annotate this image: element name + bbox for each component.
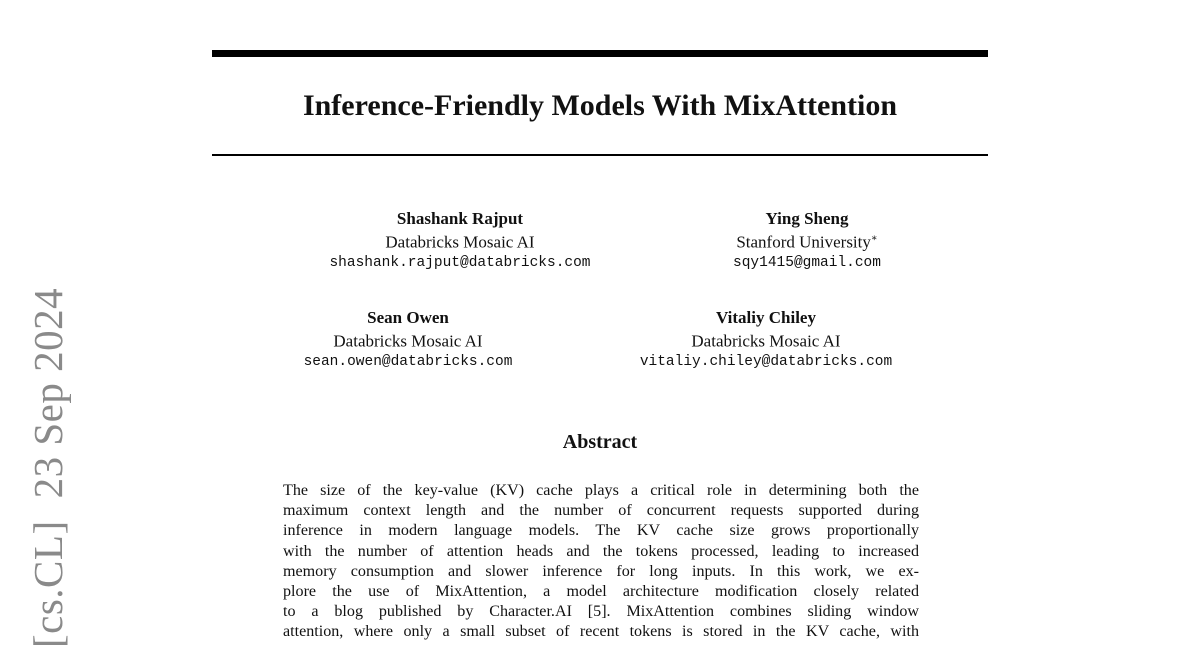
arxiv-identifier-stamp xyxy=(25,287,71,648)
author-block xyxy=(278,308,538,372)
paper-title: Inference-Friendly Models With MixAttention xyxy=(302,89,898,122)
author-email: sqy1415@gmail.com xyxy=(733,254,881,271)
author-affiliation: Databricks Mosaic AI xyxy=(691,331,841,351)
author-name: Shashank Rajput xyxy=(396,209,524,228)
author-affiliation: Databricks Mosaic AI xyxy=(333,331,483,351)
abstract-line: The size of the key-value (KV) cache plays a critical role in determining both the xyxy=(283,482,919,499)
author-email: sean.owen@databricks.com xyxy=(303,353,513,370)
abstract-line: memory consumption and slower inference for long inputs. In this work, we ex- xyxy=(283,562,919,580)
author-block xyxy=(687,209,927,273)
author-block xyxy=(300,209,620,273)
abstract-line: attention, where only a small subset of recent tokens is stored in the KV cache, with xyxy=(283,623,919,641)
abstract-line: maximum context length and the number of concurrent requests supported during xyxy=(283,502,919,520)
author-block xyxy=(606,308,926,372)
abstract-heading: Abstract xyxy=(562,431,638,453)
author-affiliation: Databricks Mosaic AI xyxy=(385,232,535,252)
abstract-line: plore the use of MixAttention, a model architecture modification closely related xyxy=(283,583,919,601)
abstract-line: with the number of attention heads and the tokens processed, leading to increased xyxy=(283,542,919,560)
author-email: shashank.rajput@databricks.com xyxy=(329,254,591,271)
title-bottom-rule xyxy=(212,154,988,156)
author-name: Ying Sheng xyxy=(765,209,849,228)
author-name: Vitaliy Chiley xyxy=(716,308,816,327)
abstract-line: to a blog published by Character.AI [5]. MixAttention combines sliding window xyxy=(283,603,919,621)
title-top-rule xyxy=(212,50,988,57)
author-affiliation: Stanford University∗ xyxy=(736,232,878,252)
author-name: Sean Owen xyxy=(367,308,449,327)
arxiv-date: 23 Sep 2024 xyxy=(25,287,71,499)
affiliation-footnote-mark: ∗ xyxy=(870,233,878,244)
abstract-body xyxy=(283,481,919,643)
author-email: vitaliy.chiley@databricks.com xyxy=(639,353,893,370)
abstract-line: inference in modern language models. The KV cache size grows proportionally xyxy=(283,522,919,540)
arxiv-category: [cs.CL] xyxy=(25,520,71,648)
